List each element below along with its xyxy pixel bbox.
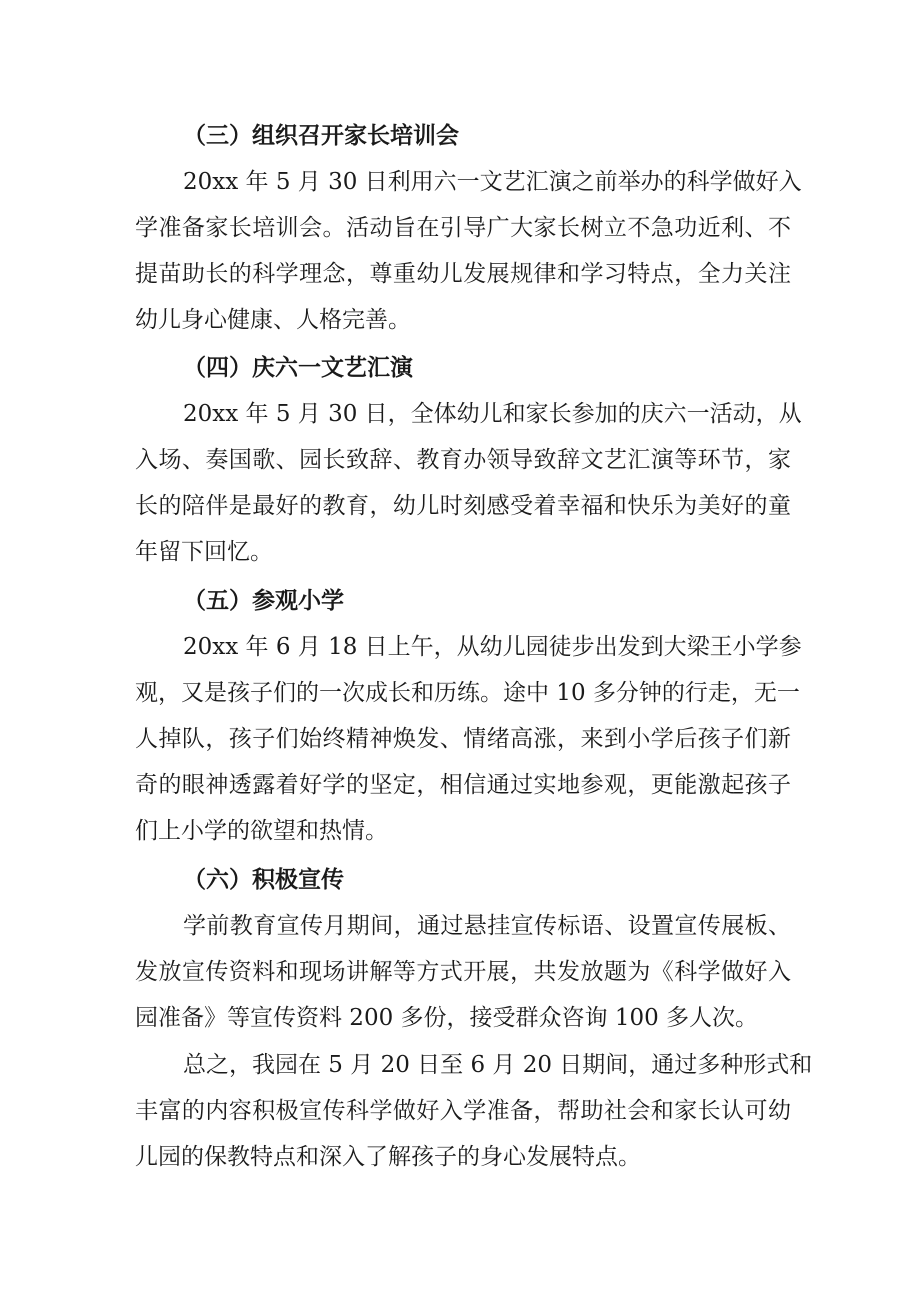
paragraph-line: 入场、奏国歌、园长致辞、教育办领导致辞文艺汇演等环节，家 [135, 447, 791, 473]
paragraph-line: 学准备家长培训会。活动旨在引导广大家长树立不急功近利、不 [135, 215, 791, 241]
section-heading-6: （六）积极宣传 [183, 866, 344, 893]
paragraph-line: 幼儿身心健康、人格完善。 [135, 307, 411, 333]
section-paragraph-3 [135, 159, 802, 343]
paragraph-line: 学前教育宣传月期间，通过悬挂宣传标语、设置宣传展板、 [183, 913, 791, 939]
paragraph-line: 奇的眼神透露着好学的坚定，相信通过实地参观，更能激起孩子 [135, 772, 791, 798]
paragraph-line: 20xx 年 5 月 30 日利用六一文艺汇演之前举办的科学做好入 [183, 169, 802, 195]
paragraph-line: 总之，我园在 5 月 20 日至 6 月 20 日期间，通过多种形式和 [183, 1052, 813, 1078]
section-heading-4: （四）庆六一文艺汇演 [183, 354, 413, 381]
section-heading-3: （三）组织召开家长培训会 [183, 122, 459, 149]
paragraph-line: 丰富的内容积极宣传科学做好入学准备，帮助社会和家长认可幼 [135, 1098, 791, 1124]
paragraph-line: 观，又是孩子们的一次成长和历练。途中 10 多分钟的行走，无一 [135, 680, 800, 706]
paragraph-line: 20xx 年 5 月 30 日，全体幼儿和家长参加的庆六一活动，从 [183, 401, 802, 427]
paragraph-line: 发放宣传资料和现场讲解等方式开展，共发放题为《科学做好入 [135, 959, 791, 985]
summary-paragraph [135, 1042, 813, 1180]
section-paragraph-6 [135, 903, 791, 1041]
paragraph-line: 提苗助长的科学理念，尊重幼儿发展规律和学习特点，全力关注 [135, 261, 791, 287]
paragraph-line: 儿园的保教特点和深入了解孩子的身心发展特点。 [135, 1144, 641, 1170]
paragraph-line: 年留下回忆。 [135, 539, 273, 565]
paragraph-line: 人掉队，孩子们始终精神焕发、情绪高涨，来到小学后孩子们新 [135, 726, 791, 752]
section-heading-5: （五）参观小学 [183, 587, 344, 614]
paragraph-line: 园准备》等宣传资料 200 多份，接受群众咨询 100 多人次。 [135, 1005, 759, 1031]
paragraph-line: 们上小学的欲望和热情。 [135, 818, 388, 844]
section-paragraph-5 [135, 624, 802, 854]
section-paragraph-4 [135, 391, 802, 575]
paragraph-line: 20xx 年 6 月 18 日上午，从幼儿园徒步出发到大梁王小学参 [183, 634, 802, 660]
paragraph-line: 长的陪伴是最好的教育，幼儿时刻感受着幸福和快乐为美好的童 [135, 493, 791, 519]
